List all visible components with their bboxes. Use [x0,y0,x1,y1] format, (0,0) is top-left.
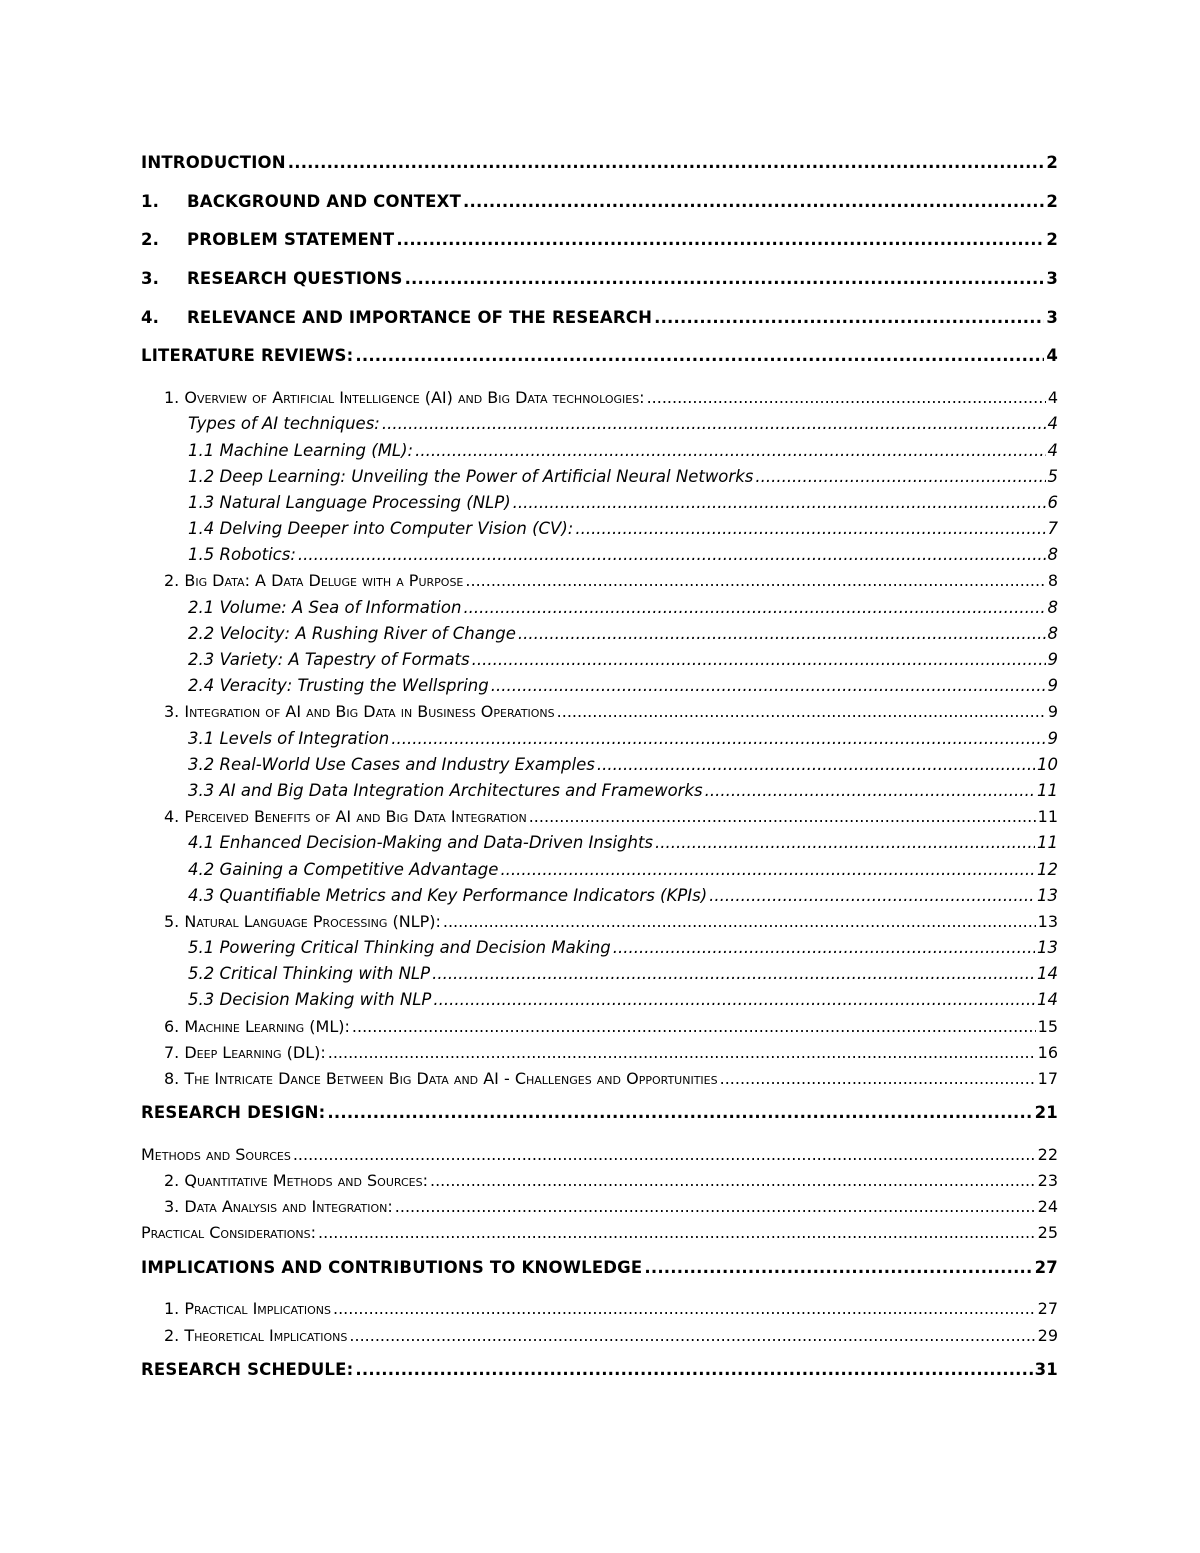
toc-entry-page: 8 [1047,623,1058,643]
toc-entry-title: 3.1 Levels of Integration [188,728,390,748]
toc-entry-title: 5.1 Powering Critical Thinking and Decision Making [188,938,611,958]
dot-leader [654,305,1044,331]
toc-entry-title: 2.4 Veracity: Trusting the Wellspring [188,676,489,696]
toc-entry-research-schedule[interactable] [141,1357,1058,1396]
toc-entry-relevance[interactable] [141,305,1058,344]
toc-subentry[interactable] [141,1296,1058,1322]
dot-leader [644,1255,1032,1281]
toc-entry-number: 1. [141,191,160,211]
toc-entry-page: 9 [1047,702,1058,722]
toc-entry-page: 13 [1037,911,1058,931]
toc-subentry[interactable] [141,909,1058,935]
dot-leader [518,621,1046,647]
dot-leader [415,438,1045,464]
toc-entry-title: 2. Big Data: A Data Deluge with a Purpose [164,571,464,591]
toc-entry-title: 1.4 Delving Deeper into Computer Vision (CV): [188,519,574,539]
toc-entry-title: 4.3 Quantifiable Metrics and Key Performance Indicators (KPIs) [188,885,708,905]
toc-subentry[interactable] [141,857,1058,883]
toc-subentry[interactable] [141,1323,1058,1349]
toc-entry-label: BACKGROUND AND CONTEXT [187,191,462,211]
toc-subentry[interactable] [141,1194,1058,1220]
toc-subentry[interactable] [141,804,1058,830]
toc-entry-page: 11 [1037,807,1058,827]
toc-subentry[interactable] [141,1014,1058,1040]
toc-subentry[interactable] [141,542,1058,568]
toc-entry-title: 3. Integration of AI and Big Data in Business Operations [164,702,555,722]
toc-entry-number: 4. [141,307,160,327]
dot-leader [327,1100,1032,1126]
toc-entry-label: RELEVANCE AND IMPORTANCE OF THE RESEARCH [187,307,653,327]
toc-subentry[interactable] [141,464,1058,490]
toc-entry-page: 12 [1037,859,1058,879]
toc-entry-title: 6. Machine Learning (ML): [164,1016,350,1036]
toc-subentry[interactable] [141,935,1058,961]
toc-entry-page: 13 [1037,938,1058,958]
dot-leader [318,1220,1036,1246]
toc-entry-title [141,227,394,253]
dot-leader [382,411,1046,437]
toc-entry-page: 2 [1046,191,1058,211]
toc-subentry[interactable] [141,516,1058,542]
toc-entry-page: 11 [1037,780,1058,800]
toc-subentry[interactable] [141,647,1058,673]
toc-entry-problem-statement[interactable] [141,227,1058,266]
toc-entry-page: 5 [1047,466,1058,486]
toc-entry-title: 1. Overview of Artificial Intelligence (AI) and Big Data technologies: [164,388,645,408]
toc-subentry[interactable] [141,961,1058,987]
toc-entry-page: 24 [1037,1197,1058,1217]
toc-subentry[interactable] [141,987,1058,1013]
toc-entry-page: 9 [1047,650,1058,669]
toc-entry-title: IMPLICATIONS AND CONTRIBUTIONS TO KNOWLEDGE [141,1257,643,1277]
toc-entry-page: 4 [1047,388,1058,408]
toc-subentry[interactable] [141,699,1058,725]
toc-subentry[interactable] [141,568,1058,594]
dot-leader [396,227,1044,253]
toc-subentry[interactable] [141,385,1058,411]
toc-subentry[interactable] [141,490,1058,516]
toc-entry-title: 1.5 Robotics: [188,545,296,565]
toc-entry-title: 5.2 Critical Thinking with NLP [188,964,431,984]
toc-entry-page: 17 [1037,1069,1058,1088]
dot-leader [465,568,1045,594]
dot-leader [463,595,1045,621]
toc-entry-title: LITERATURE REVIEWS: [141,346,354,366]
toc-entry-page: 16 [1037,1042,1058,1062]
dot-leader [443,909,1036,935]
dot-leader [705,778,1035,804]
toc-subentry[interactable] [141,726,1058,752]
dot-leader [513,490,1046,516]
dot-leader [529,804,1036,830]
toc-entry-page: 4 [1046,346,1058,366]
toc-subentry[interactable] [141,752,1058,778]
toc-entry-research-questions[interactable] [141,266,1058,305]
toc-entry-title [141,266,403,292]
toc-entry-title [141,305,652,331]
toc-entry-page: 2 [1046,230,1058,250]
toc-entry-number: 2. [141,230,160,250]
toc-entry-page: 15 [1037,1016,1058,1036]
toc-subentry[interactable] [141,595,1058,621]
dot-leader [500,857,1035,883]
toc-entry-page: 4 [1047,440,1058,460]
toc-entry-title: Types of AI techniques: [188,414,380,434]
toc-subentry[interactable] [141,1168,1058,1194]
toc-entry-page: 8 [1047,597,1058,617]
dot-leader [352,1014,1036,1040]
toc-entry-title: RESEARCH DESIGN: [141,1103,326,1123]
toc-entry-title: RESEARCH SCHEDULE: [141,1359,354,1379]
toc-entry-title: 1.3 Natural Language Processing (NLP) [188,492,511,512]
implications-subentries [141,1296,1058,1348]
toc-entry-title: 7. Deep Learning (DL): [164,1042,326,1062]
toc-subentry[interactable] [141,1066,1058,1092]
toc-subentry[interactable] [141,1220,1058,1246]
toc-entry-page: 4 [1047,414,1058,434]
toc-entry-title: 2.1 Volume: A Sea of Information [188,597,462,617]
toc-entry-title: 2. Quantitative Methods and Sources: [164,1171,428,1191]
toc-entry-page: 14 [1037,990,1058,1010]
toc-entry-page: 23 [1037,1171,1058,1191]
dot-leader [433,987,1035,1013]
dot-leader [432,961,1035,987]
toc-entry-page: 13 [1037,885,1058,905]
toc-entry-page: 9 [1047,676,1058,696]
dot-leader [472,647,1046,673]
toc-subentry[interactable] [141,438,1058,464]
toc-entry-title: 1.2 Deep Learning: Unveiling the Power of Artificial Neural Networks [188,466,754,486]
toc-subentry[interactable] [141,1142,1058,1168]
toc-entry-title: 4. Perceived Benefits of AI and Big Data Integration [164,807,527,827]
toc-entry-page: 3 [1046,307,1058,327]
toc-entry-title: 1. Practical Implications [164,1299,331,1319]
toc-entry-page: 8 [1047,571,1058,591]
toc-subentry[interactable] [141,1040,1058,1066]
toc-entry-title: 2.2 Velocity: A Rushing River of Change [188,623,516,643]
toc-entry-title: 8. The Intricate Dance Between Big Data and AI - Challenges and Opportunities [164,1069,718,1088]
toc-entry-page: 10 [1037,754,1058,774]
dot-leader [647,385,1046,411]
toc-entry-page: 3 [1046,269,1058,289]
toc-subentry[interactable] [141,883,1058,909]
toc-subentry[interactable] [141,778,1058,804]
dot-leader [463,189,1044,215]
toc-entry-title: 5. Natural Language Processing (NLP): [164,911,441,931]
dot-leader [391,726,1045,752]
dot-leader [655,830,1035,856]
dot-leader [755,464,1045,490]
toc-entry-background[interactable] [141,189,1058,228]
toc-entry-page: 14 [1037,964,1058,984]
design-subentries [141,1142,1058,1247]
dot-leader [405,266,1045,292]
toc-entry-research-design[interactable] [141,1100,1058,1139]
toc-entry-title: 3. Data Analysis and Integration: [164,1197,393,1217]
toc-entry-page: 27 [1037,1299,1058,1319]
toc-entry-title: 3.2 Real-World Use Cases and Industry Examples [188,754,595,774]
dot-leader [709,883,1035,909]
toc-entry-page: 2 [1046,153,1058,172]
toc-entry-page: 22 [1037,1144,1058,1164]
dot-leader [293,1142,1036,1168]
toc-entry-title [141,189,461,215]
toc-entry-label: RESEARCH QUESTIONS [187,269,403,289]
dot-leader [355,343,1044,369]
toc-entry-title: 3.3 AI and Big Data Integration Architectures and Frameworks [188,780,703,800]
toc-entry-literature-reviews[interactable] [141,343,1058,382]
dot-leader [720,1066,1036,1092]
dot-leader [333,1296,1036,1322]
toc-entry-page: 31 [1034,1359,1058,1379]
toc-subentry[interactable] [141,830,1058,856]
toc-entry-title: 4.1 Enhanced Decision-Making and Data-Driven Insights [188,833,654,853]
dot-leader [355,1357,1032,1383]
toc-entry-title: INTRODUCTION [141,153,286,172]
dot-leader [288,150,1045,176]
dot-leader [328,1040,1036,1066]
toc-entry-page: 8 [1047,545,1058,565]
toc-subentry[interactable] [141,621,1058,647]
toc-entry-label: PROBLEM STATEMENT [187,230,395,250]
dot-leader [395,1194,1036,1220]
toc-entry-number: 3. [141,269,160,289]
toc-subentry[interactable] [141,673,1058,699]
toc-entry-page: 9 [1047,728,1058,748]
toc-subentry[interactable] [141,411,1058,437]
toc-entry-introduction[interactable] [141,150,1058,189]
literature-subentries [141,385,1058,1092]
dot-leader [430,1168,1036,1194]
toc-entry-page: 25 [1037,1223,1058,1243]
toc-entry-title: Methods and Sources [141,1144,291,1164]
toc-entry-page: 29 [1037,1325,1058,1345]
table-of-contents [141,150,1058,1395]
toc-entry-page: 7 [1047,519,1058,539]
dot-leader [349,1323,1035,1349]
toc-entry-page: 6 [1047,492,1058,512]
dot-leader [557,699,1046,725]
toc-entry-page: 21 [1034,1103,1058,1123]
toc-entry-title: 2.3 Variety: A Tapestry of Formats [188,650,470,669]
toc-entry-title: 2. Theoretical Implications [164,1325,348,1345]
dot-leader [613,935,1035,961]
toc-entry-page: 11 [1037,833,1058,853]
dot-leader [298,542,1046,568]
toc-entry-title: 4.2 Gaining a Competitive Advantage [188,859,499,879]
dot-leader [491,673,1046,699]
toc-entry-page: 27 [1034,1257,1058,1277]
toc-entry-title: Practical Considerations: [141,1223,317,1243]
toc-entry-title: 5.3 Decision Making with NLP [188,990,432,1010]
toc-entry-title: 1.1 Machine Learning (ML): [188,440,414,460]
dot-leader [597,752,1035,778]
dot-leader [575,516,1045,542]
toc-entry-implications[interactable] [141,1255,1058,1294]
